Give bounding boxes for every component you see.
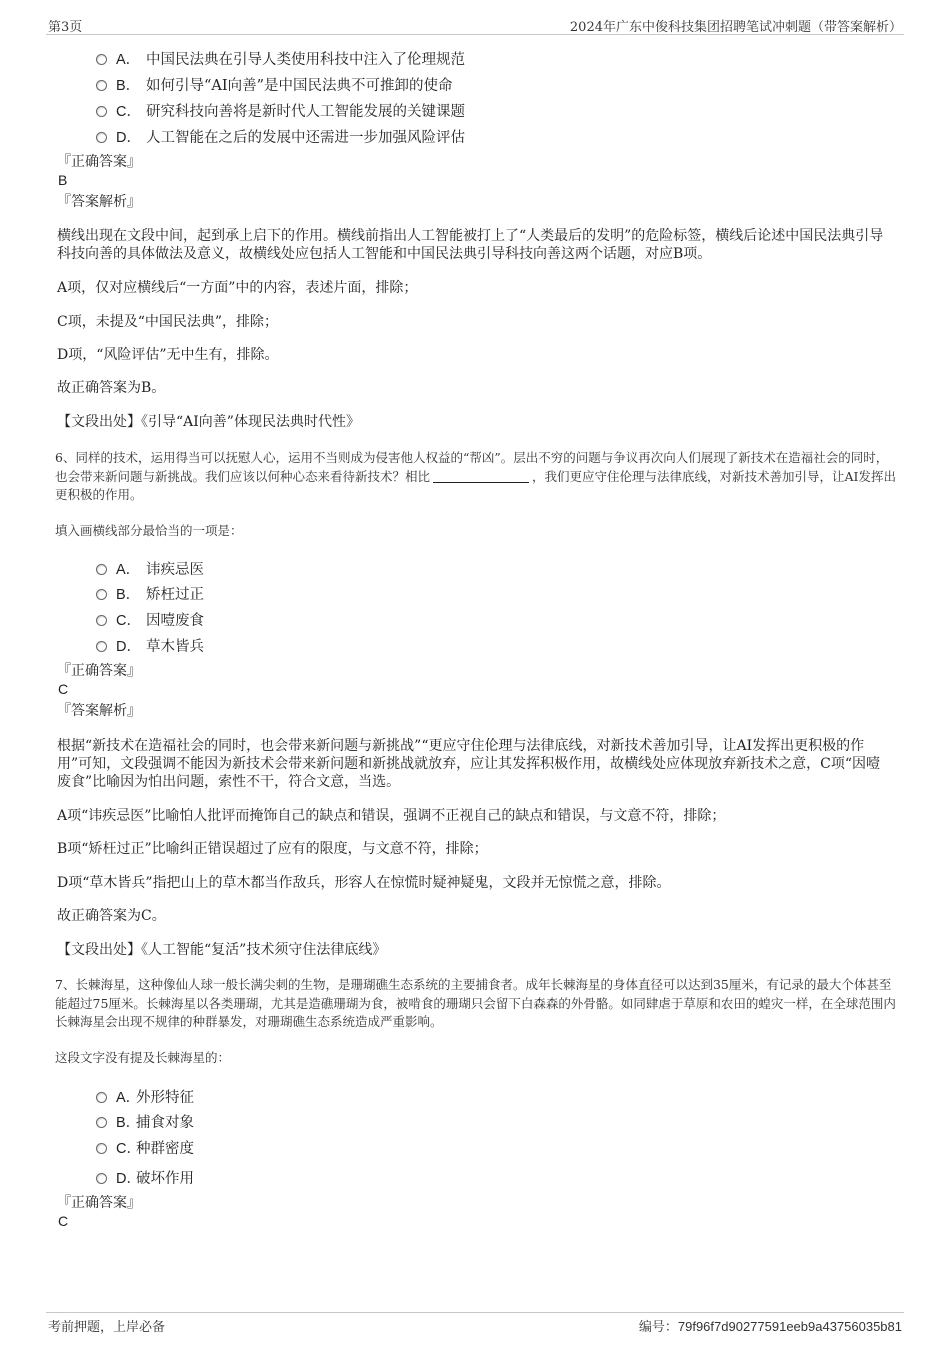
q5-analysis-p1: 横线出现在文段中间，起到承上启下的作用。横线前指出人工智能被打上了“人类最后的发明”的危险标签，横线后论述中国民法典引导科技向善的具体做法及意义，故横线处应包括人工智能和中国民法典引导科技向善这两个话题，对应B项。	[57, 228, 884, 262]
q6-prompt: 填入画横线部分最恰当的一项是：	[55, 523, 243, 538]
page-footer	[46, 1312, 904, 1339]
fill-blank	[433, 470, 529, 483]
q5-analysis-p4: D项，“风险评估”无中生有，排除。	[57, 347, 279, 363]
radio-icon[interactable]	[96, 564, 107, 575]
footer-code: 编号：79f96f7d90277591eeb9a43756035b81	[638, 1319, 902, 1335]
radio-icon[interactable]	[96, 589, 107, 600]
q6-stem: 6、同样的技术，运用得当可以抚慰人心，运用不当则成为侵害他人权益的“帮凶”。层出不穷的问题与争议再次向人们展现了新技术在造福社会的同时，也会带来新问题与新挑战。我们应该以何种心态来看待新技术？相比 ，我们更应守住伦理与法律底线，对新技术善加引导，让AI发挥出更积极的作用。	[55, 450, 896, 502]
q6-analysis-p2: A项“讳疾忌医”比喻怕人批评而掩饰自己的缺点和错误，强调不正视自己的缺点和错误，与文意不符，排除；	[57, 808, 726, 824]
q6-option-d[interactable]: D． 草木皆兵	[96, 635, 204, 656]
q5-option-c[interactable]: C． 研究科技向善将是新时代人工智能发展的关键课题	[96, 100, 465, 121]
q6-option-a[interactable]: A． 讳疾忌医	[96, 558, 204, 579]
q6-analysis-p1: 根据“新技术在造福社会的同时，也会带来新问题与新挑战”“更应守住伦理与法律底线，对新技术善加引导，让AI发挥出更积极的作用”可知，文段强调不能因为新技术会带来新问题和新挑战就放弃，应让其发挥积极作用，故横线处应体现放弃新技术之意，C项“因噎废食”比喻因为怕出问题，索性不干，符合文意，当选。	[57, 738, 881, 790]
footer-slogan: 考前押题，上岸必备	[48, 1320, 166, 1335]
q7-option-a[interactable]: A．外形特征	[96, 1086, 194, 1107]
radio-icon[interactable]	[96, 1092, 107, 1103]
q7-answer: C	[58, 1213, 69, 1229]
q5-option-d[interactable]: D． 人工智能在之后的发展中还需进一步加强风险评估	[96, 126, 465, 147]
q6-analysis-p3: B项“矫枉过正”比喻纠正错误超过了应有的限度，与文意不符，排除；	[57, 841, 488, 857]
q5-option-b[interactable]: B． 如何引导“AI向善”是中国民法典不可推卸的使命	[96, 74, 453, 95]
q7-answer-label: 『正确答案』	[57, 1195, 141, 1211]
q5-option-a[interactable]: A． 中国民法典在引导人类使用科技中注入了伦理规范	[96, 48, 465, 69]
radio-icon[interactable]	[96, 132, 107, 143]
document-title: 2024年广东中俊科技集团招聘笔试冲刺题（带答案解析）	[569, 20, 902, 35]
q7-stem: 7、长棘海星，这种像仙人球一般长满尖刺的生物，是珊瑚礁生态系统的主要捕食者。成年长棘海星的身体直径可以达到35厘米，有记录的最大个体甚至能超过75厘米。长棘海星以各类珊瑚，尤其是造礁珊瑚为食，被啃食的珊瑚只会留下白森森的外骨骼。如同肆虐于草原和农田的蝗灾一样，在全球范围内长棘海星会出现不规律的种群暴发，对珊瑚礁生态系统造成严重影响。	[55, 977, 896, 1029]
q5-analysis-p3: C项，未提及“中国民法典”，排除；	[57, 314, 279, 330]
q5-analysis-p2: A项，仅对应横线后“一方面”中的内容，表述片面，排除；	[57, 280, 418, 296]
q7-option-b[interactable]: B．捕食对象	[96, 1111, 194, 1132]
radio-icon[interactable]	[96, 1143, 107, 1154]
q6-analysis-label: 『答案解析』	[57, 703, 141, 719]
q5-answer-label: 『正确答案』	[57, 154, 141, 170]
q7-option-c[interactable]: C．种群密度	[96, 1137, 194, 1158]
page-number: 第3页	[48, 20, 83, 35]
radio-icon[interactable]	[96, 80, 107, 91]
q6-answer-label: 『正确答案』	[57, 663, 141, 679]
q6-source: 【文段出处】《人工智能“复活”技术须守住法律底线》	[57, 942, 387, 958]
radio-icon[interactable]	[96, 106, 107, 117]
q7-prompt: 这段文字没有提及长棘海星的：	[55, 1050, 231, 1065]
q6-option-c[interactable]: C． 因噎废食	[96, 609, 204, 630]
q5-analysis-p5: 故正确答案为B。	[57, 380, 166, 396]
radio-icon[interactable]	[96, 1173, 107, 1184]
q7-option-d[interactable]: D．破坏作用	[96, 1167, 194, 1188]
q6-analysis-p4: D项“草木皆兵”指把山上的草木都当作敌兵，形容人在惊慌时疑神疑鬼，文段并无惊慌之意，排除。	[57, 875, 671, 891]
radio-icon[interactable]	[96, 54, 107, 65]
radio-icon[interactable]	[96, 1117, 107, 1128]
page-header	[46, 14, 904, 35]
q6-answer: C	[58, 681, 69, 697]
q6-analysis-p5: 故正确答案为C。	[57, 908, 166, 924]
radio-icon[interactable]	[96, 641, 107, 652]
q5-answer: B	[58, 172, 68, 188]
q6-option-b[interactable]: B． 矫枉过正	[96, 583, 204, 604]
q5-source: 【文段出处】《引导“AI向善”体现民法典时代性》	[57, 414, 360, 430]
radio-icon[interactable]	[96, 615, 107, 626]
q5-analysis-label: 『答案解析』	[57, 194, 141, 210]
